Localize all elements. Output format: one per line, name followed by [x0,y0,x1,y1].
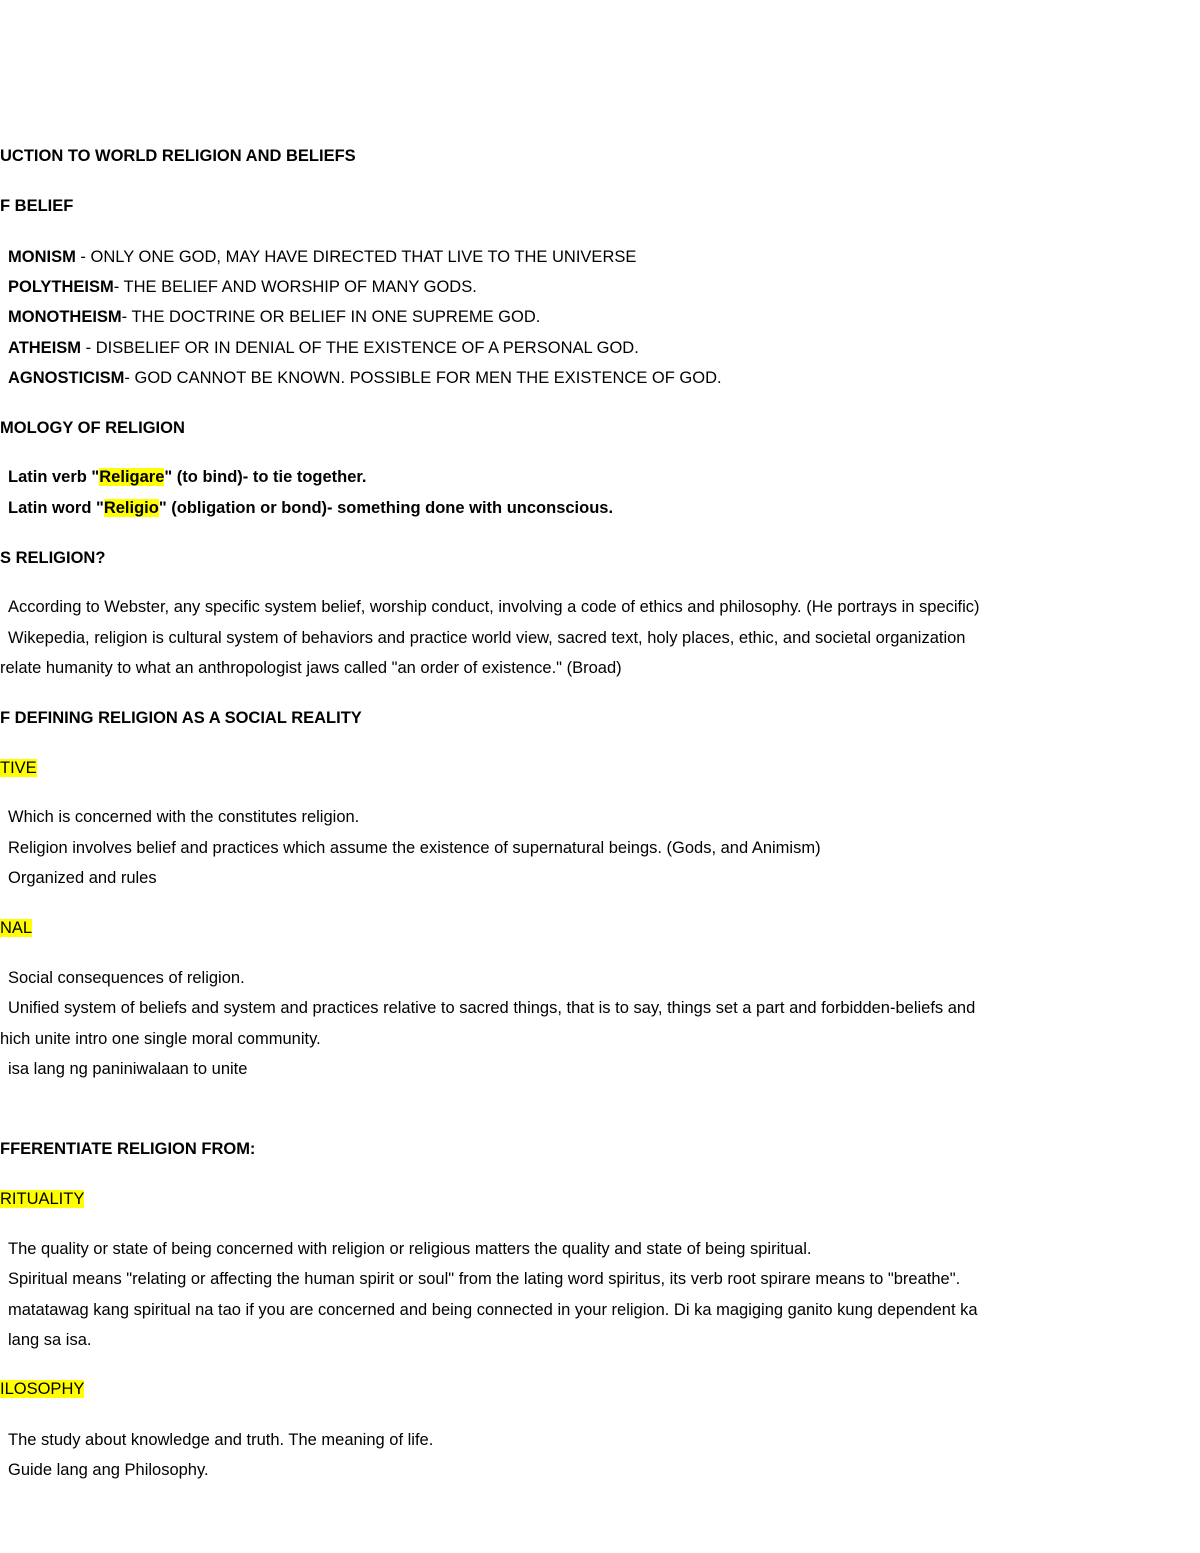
belief-definition: GOD CANNOT BE KNOWN. POSSIBLE FOR MEN THE EXISTENCE OF GOD. [134,369,722,387]
highlighted-label: RITUALITY [0,1190,85,1208]
subsection-label-spirituality [0,1188,84,1210]
highlighted-term: Religare [99,468,165,486]
section-heading-differentiate: FFERENTIATE RELIGION FROM: [0,1140,256,1158]
subsection-label-functional [0,917,32,939]
belief-sep: - [113,278,124,296]
belief-term: POLYTHEISM [8,278,114,296]
definition-line: relate humanity to what an anthropologist jaws called "an order of existence." (Broad) [0,659,622,677]
philosophy-line: Guide lang ang Philosophy. [8,1461,209,1479]
functional-line: Social consequences of religion. [8,969,245,987]
substantive-line: Religion involves belief and practices which assume the existence of supernatural beings. (Gods, and Animism) [8,839,821,857]
subsection-label-substantive [0,757,37,779]
spirituality-line: lang sa isa. [8,1331,92,1349]
belief-definition: THE BELIEF AND WORSHIP OF MANY GODS. [123,278,477,296]
belief-item-monism [8,246,636,268]
belief-item-monotheism [8,306,540,328]
etymology-line-religare [8,466,367,488]
functional-line: Unified system of beliefs and system and practices relative to sacred things, that is to say, things set a part and forbidden-beliefs and [8,999,976,1017]
highlighted-label: NAL [0,919,33,937]
subsection-label-philosophy [0,1378,84,1400]
spirituality-line: matatawag kang spiritual na tao if you are concerned and being connected in your religion. Di ka magiging ganito kung dependent ka [8,1301,978,1319]
page-title: UCTION TO WORLD RELIGION AND BELIEFS [0,147,356,165]
belief-sep: - [81,339,96,357]
belief-term: MONISM [8,248,76,266]
functional-line: hich unite intro one single moral community. [0,1030,321,1048]
highlighted-label: ILOSOPHY [0,1380,85,1398]
spirituality-line: Spiritual means "relating or affecting the human spirit or soul" from the lating word spiritus, its verb root spirare means to "breathe". [8,1270,961,1288]
etymology-text: Latin word " [8,499,104,517]
highlighted-label: TIVE [0,759,37,777]
section-heading-belief: F BELIEF [0,197,74,215]
belief-sep: - [121,308,132,326]
belief-sep: - [124,369,135,387]
belief-definition: DISBELIEF OR IN DENIAL OF THE EXISTENCE OF A PERSONAL GOD. [95,339,639,357]
belief-sep: - [75,248,91,266]
belief-item-polytheism [8,276,477,298]
philosophy-line: The study about knowledge and truth. The meaning of life. [8,1431,434,1449]
etymology-text: " (to bind)- to tie together. [164,468,367,486]
belief-term: AGNOSTICISM [8,369,125,387]
section-heading-defining: F DEFINING RELIGION AS A SOCIAL REALITY [0,709,362,727]
definition-line: According to Webster, any specific system belief, worship conduct, involving a code of ethics and philosophy. (He portrays in specific) [8,598,980,616]
belief-definition: ONLY ONE GOD, MAY HAVE DIRECTED THAT LIVE TO THE UNIVERSE [90,248,637,266]
belief-definition: THE DOCTRINE OR BELIEF IN ONE SUPREME GOD. [131,308,541,326]
etymology-text: " (obligation or bond)- something done with unconscious. [158,499,614,517]
substantive-line: Which is concerned with the constitutes religion. [8,808,360,826]
belief-term: MONOTHEISM [8,308,122,326]
highlighted-term: Religio [103,499,159,517]
etymology-line-religio [8,497,613,519]
etymology-text: Latin verb " [8,468,100,486]
section-heading-etymology: MOLOGY OF RELIGION [0,419,185,437]
functional-line: isa lang ng paniniwalaan to unite [8,1060,248,1078]
definition-line: Wikepedia, religion is cultural system of behaviors and practice world view, sacred text, holy places, ethic, and societal organization [8,629,966,647]
belief-term: ATHEISM [8,339,82,357]
belief-item-atheism [8,337,639,359]
spirituality-line: The quality or state of being concerned with religion or religious matters the quality and state of being spiritual. [8,1240,812,1258]
section-heading-what-is-religion: S RELIGION? [0,549,106,567]
substantive-line: Organized and rules [8,869,157,887]
belief-item-agnosticism [8,367,722,389]
